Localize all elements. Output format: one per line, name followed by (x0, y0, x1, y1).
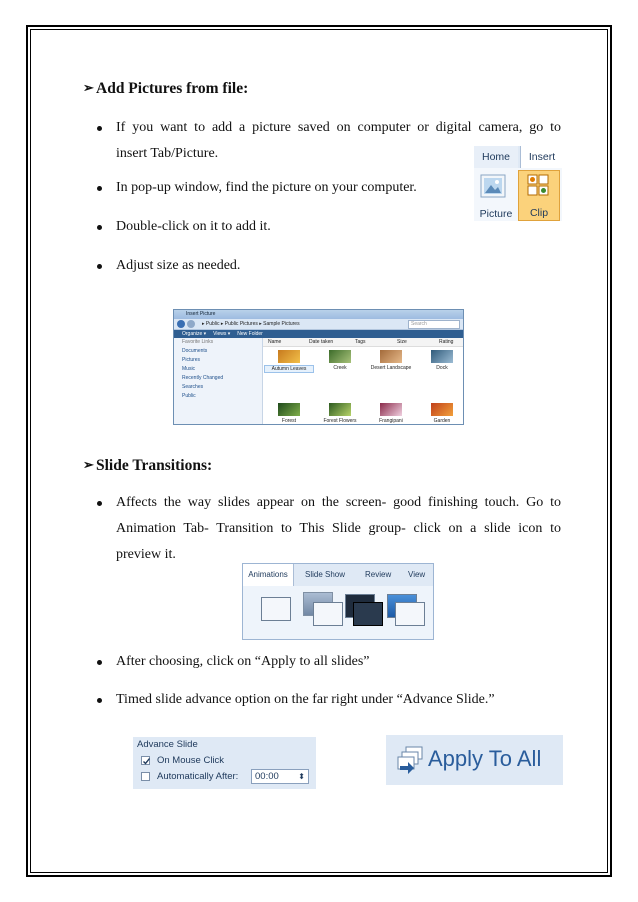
bullet-dot-icon (97, 186, 102, 191)
column-headers (263, 338, 463, 347)
bullet-item: In pop-up window, find the picture on your computer. (116, 175, 417, 201)
bullet-item: Timed slide advance option on the far right under “Advance Slide.” (116, 687, 495, 713)
column-tags[interactable]: Tags (355, 339, 366, 345)
automatically-after-checkbox[interactable] (141, 772, 150, 781)
automatically-after-label: Automatically After: (157, 771, 239, 782)
transition-none-icon[interactable] (261, 597, 291, 621)
animations-ribbon-screenshot (242, 563, 434, 640)
bullet-item: After choosing, click on “Apply to all slides” (116, 649, 370, 675)
picture-thumbnail[interactable] (278, 350, 300, 363)
tab-insert[interactable]: Insert (520, 146, 562, 168)
picture-thumbnail[interactable] (329, 350, 351, 363)
picture-thumbnail[interactable] (431, 350, 453, 363)
spinner-arrows-icon[interactable]: ⬍ (298, 772, 305, 781)
insert-picture-dialog (173, 309, 464, 425)
advance-time-spinner[interactable]: 00:00 ⬍ (251, 769, 309, 784)
section-heading-slide-transitions: ➢ Slide Transitions: (83, 457, 213, 474)
dialog-file-list (263, 338, 463, 424)
arrow-bullet-icon: ➢ (83, 80, 94, 95)
bullet-dot-icon (97, 660, 102, 665)
clip-art-icon (527, 174, 549, 196)
address-bar (174, 319, 463, 330)
dialog-nav-pane (174, 338, 263, 424)
advance-slide-panel (133, 737, 316, 789)
nav-item-pictures[interactable]: Pictures (182, 357, 201, 363)
organize-button[interactable]: Organize ▾ (182, 331, 207, 337)
apply-to-all-button[interactable] (386, 735, 563, 785)
dialog-title: Insert Picture (174, 310, 463, 319)
bullet-dot-icon (97, 264, 102, 269)
breadcrumb[interactable]: ▸ Public ▸ Public Pictures ▸ Sample Pictures (202, 321, 300, 327)
tab-animations[interactable]: Animations (243, 564, 294, 586)
picture-thumbnail[interactable] (380, 350, 402, 363)
nav-item-recently-changed[interactable]: Recently Changed (182, 375, 224, 381)
transition-black-front (353, 602, 383, 626)
nav-item-public[interactable]: Public (182, 393, 196, 399)
transition-wipe-front (395, 602, 425, 626)
column-name[interactable]: Name (268, 339, 282, 345)
picture-thumbnail[interactable] (431, 403, 453, 416)
picture-caption: Forest (281, 418, 297, 424)
column-size[interactable]: Size (397, 339, 407, 345)
back-icon[interactable] (177, 320, 185, 328)
column-date-taken[interactable]: Date taken (309, 339, 334, 345)
ribbon-screenshot (474, 146, 562, 221)
picture-thumbnail[interactable] (329, 403, 351, 416)
transition-fade-front (313, 602, 343, 626)
nav-item-searches[interactable]: Searches (182, 384, 204, 390)
bullet-item: If you want to add a picture saved on computer or digital camera, go to insert Tab/Picture. (116, 115, 561, 167)
nav-header: Favorite Links (182, 339, 214, 345)
nav-item-documents[interactable]: Documents (182, 348, 208, 354)
bullet-item: Affects the way slides appear on the screen- good finishing touch. Go to Animation Tab- Transition to This Slide group- click on a slide icon to preview it. (116, 490, 561, 568)
bullet-item: Double-click on it to add it. (116, 214, 271, 240)
nav-item-music[interactable]: Music (182, 366, 196, 372)
picture-caption: Desert Landscape (370, 365, 412, 371)
picture-button-label[interactable]: Picture (479, 208, 513, 220)
tab-review[interactable]: Review (365, 570, 392, 579)
picture-caption: Creek (333, 365, 347, 371)
picture-caption: Garden (433, 418, 451, 424)
search-input[interactable]: Search (408, 320, 460, 329)
checkmark-icon (142, 757, 151, 766)
bullet-dot-icon (97, 225, 102, 230)
tab-slide-show[interactable]: Slide Show (305, 570, 346, 579)
bullet-dot-icon (97, 126, 102, 131)
picture-caption: Frangipani (379, 418, 403, 424)
section-heading-add-pictures: ➢ Add Pictures from file: (83, 80, 249, 97)
bullet-item: Adjust size as needed. (116, 253, 240, 279)
tab-home[interactable]: Home (474, 146, 518, 168)
new-folder-button[interactable]: New Folder (237, 331, 263, 337)
picture-thumbnail[interactable] (278, 403, 300, 416)
picture-thumbnail[interactable] (380, 403, 402, 416)
on-mouse-click-label: On Mouse Click (157, 755, 225, 766)
apply-to-all-label: Apply To All (428, 746, 542, 771)
advance-slide-header: Advance Slide (137, 739, 198, 750)
forward-icon[interactable] (187, 320, 195, 328)
arrow-bullet-icon: ➢ (83, 457, 94, 472)
picture-icon (480, 174, 512, 204)
picture-caption: Dock (436, 365, 448, 371)
picture-caption: Forest Flowers (323, 418, 357, 424)
clip-button[interactable]: Clip (518, 170, 560, 221)
on-mouse-click-checkbox[interactable] (141, 756, 150, 765)
tab-view[interactable]: View (408, 570, 426, 579)
column-rating[interactable]: Rating (439, 339, 454, 345)
views-button[interactable]: Views ▾ (213, 331, 231, 337)
bullet-dot-icon (97, 501, 102, 506)
apply-to-all-icon (396, 745, 426, 775)
bullet-dot-icon (97, 698, 102, 703)
picture-caption: Autumn Leaves (264, 365, 314, 373)
